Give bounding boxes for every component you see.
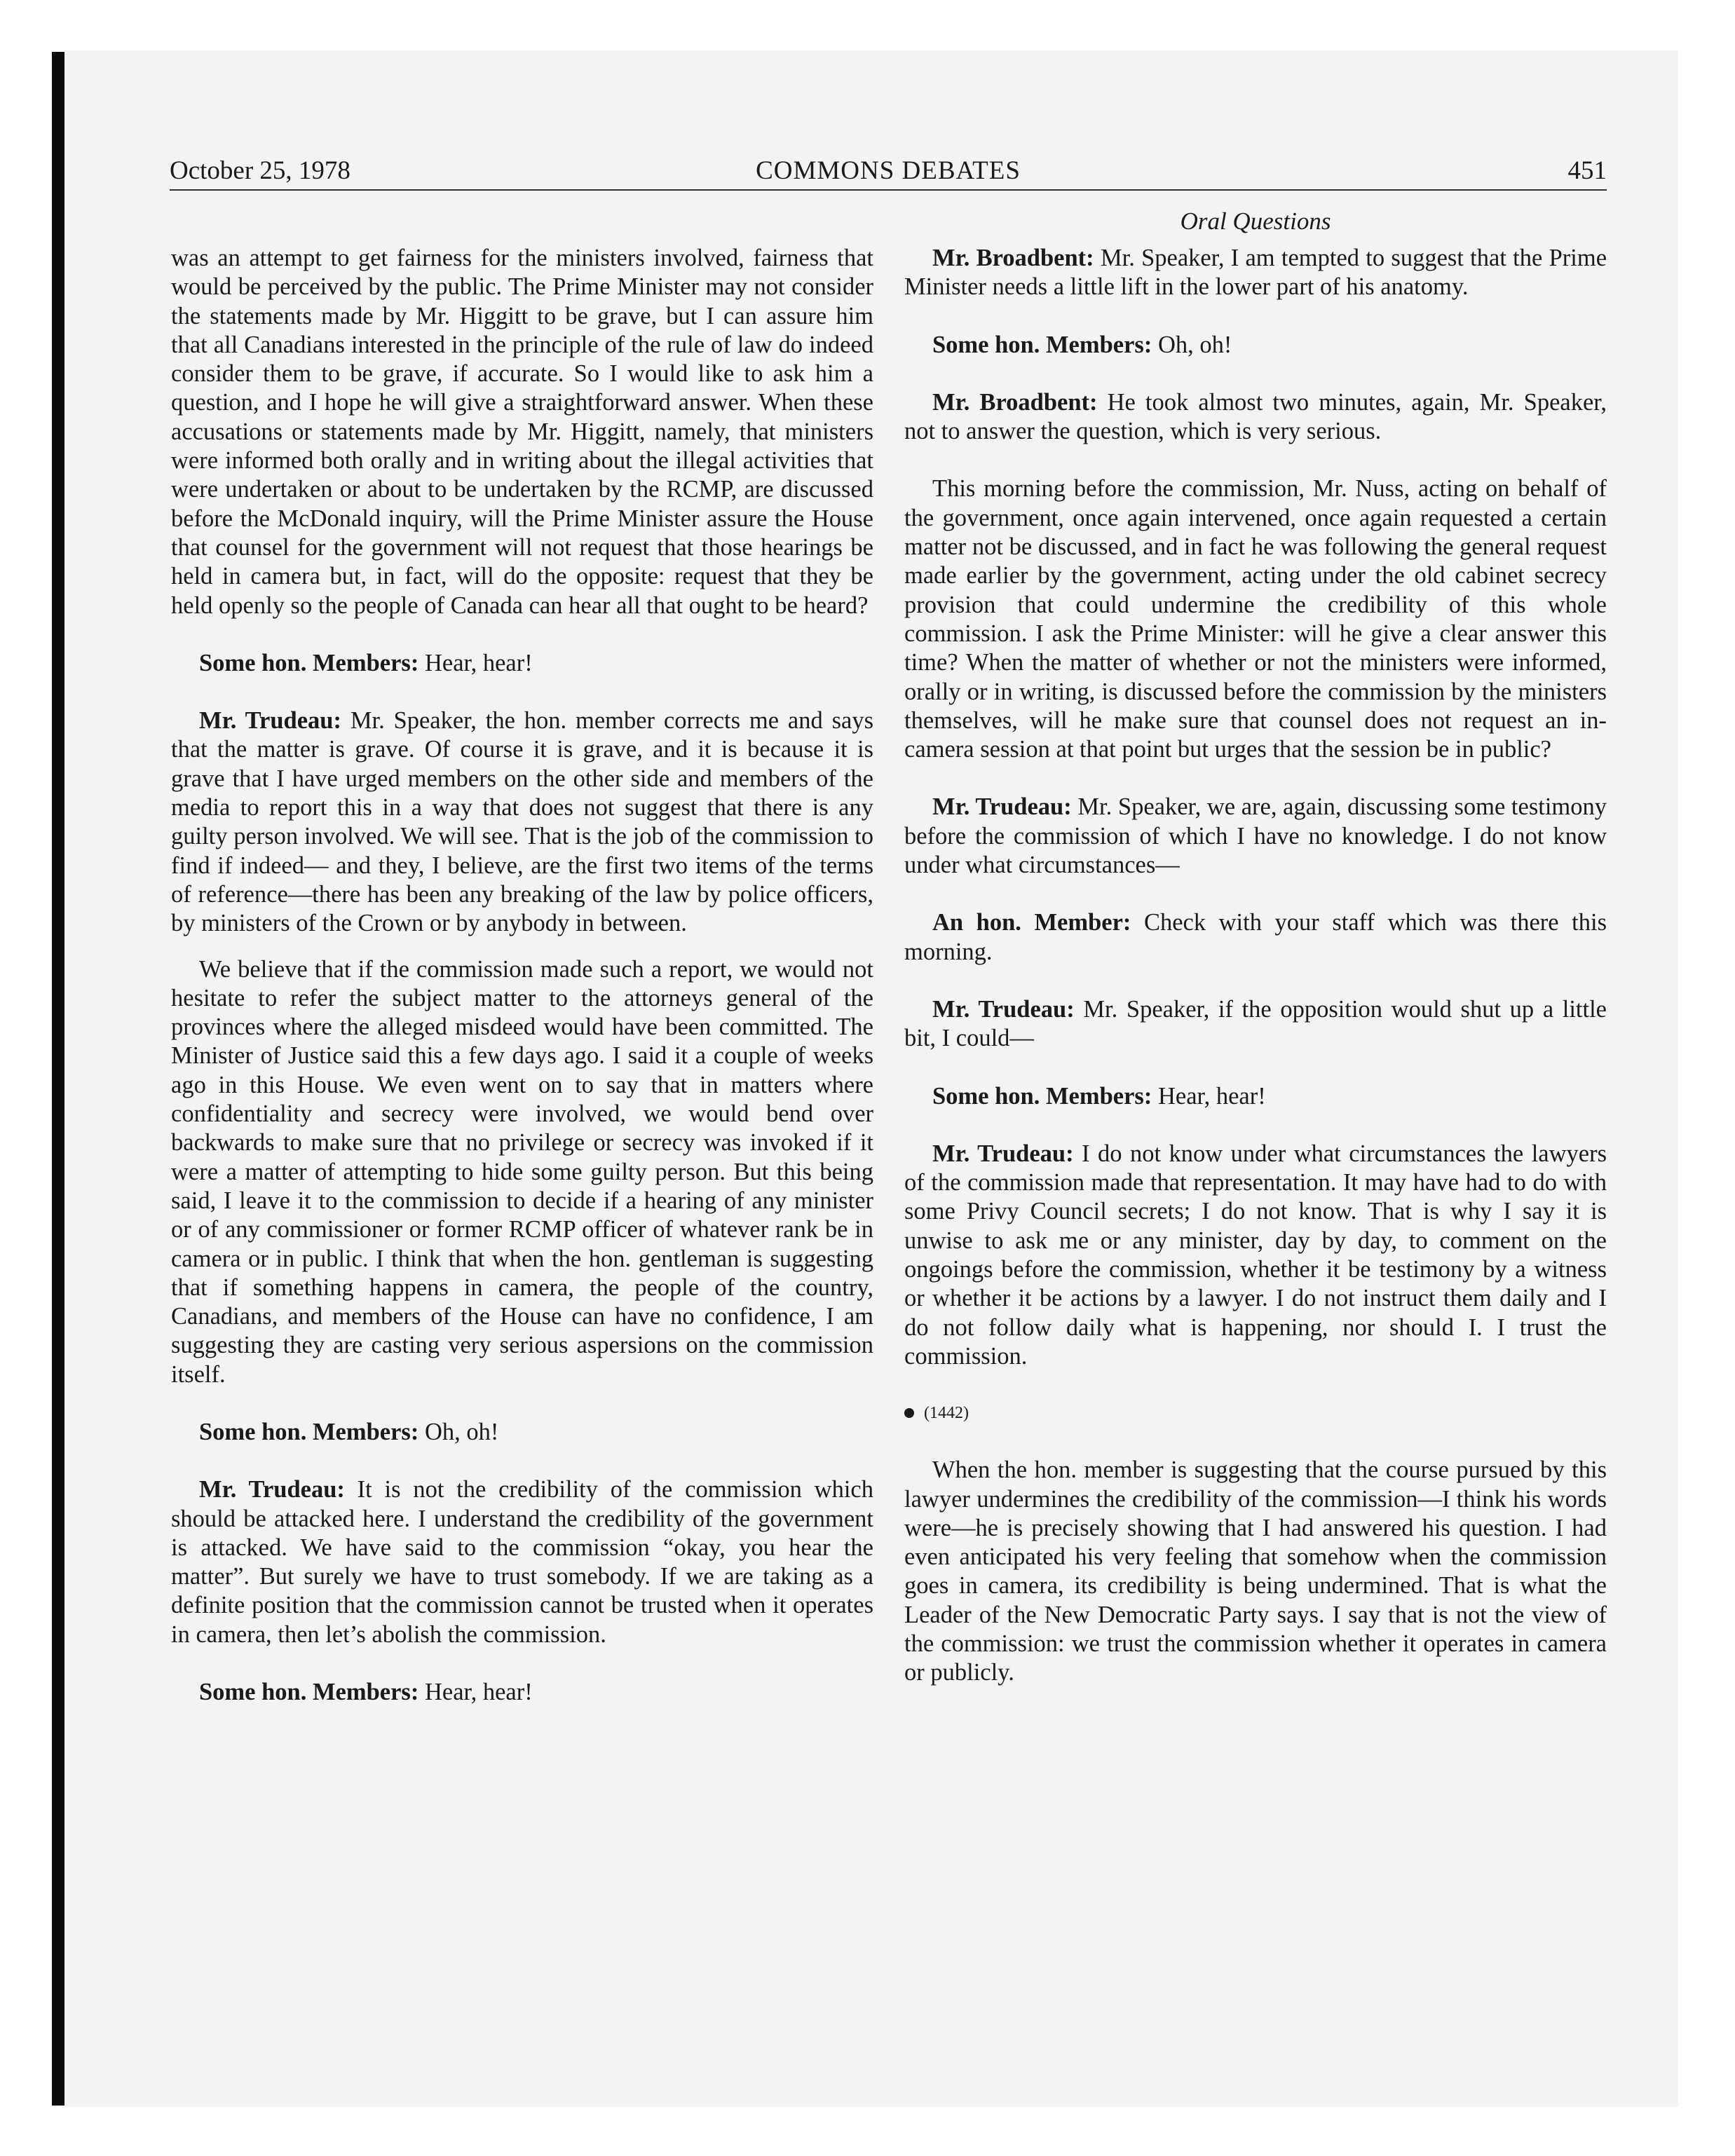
paragraph: Mr. Broadbent: Mr. Speaker, I am tempted to suggest that the Prime Minister needs a little lift in the lower part of his anatomy.: [904, 245, 1607, 301]
speaker-name: Mr. Broadbent:: [932, 245, 1094, 271]
section-heading: Oral Questions: [1180, 207, 1331, 235]
paragraph: Some hon. Members: Hear, hear!: [199, 1679, 533, 1706]
scan-edge: [52, 52, 64, 2106]
speaker-name: Some hon. Members:: [932, 331, 1152, 358]
speaker-name: Mr. Trudeau:: [932, 995, 1075, 1023]
paragraph: When the hon. member is suggesting that the course pursued by this lawyer undermines the credibility of the commission—I think his words were—he is precisely showing that I had answered his question. I had even anticipated his very feeling that somehow when the commission goes in camera, its credibility is being undermined. That is what the Leader of the New Democratic Party says. I say that is not the view of the commission: we trust the commission whether it operates in camera or publicly.: [904, 1456, 1607, 1686]
paragraph: Some hon. Members: Oh, oh!: [199, 1418, 499, 1445]
page-number: 451: [1567, 156, 1607, 185]
paragraph: was an attempt to get fairness for the ministers involved, fairness that would be perceived by the public. The Prime Minister may not consider the statements made by Mr. Higgitt to be grave, but I can assure him that all Canadians interested in the principle of the rule of law do indeed consider them to be grave, if accurate. So I would like to ask him a question, and I hope he will give a straightforward answer. When these accusations or statements made by Mr. Higgitt, namely, that ministers were informed both orally and in writing about the illegal activities that were undertaken or about to be undertaken by the RCMP, are discussed before the McDonald inquiry, will the Prime Minister assure the House that counsel for the government will not request that those hearings be held in camera but, in fact, will do the opposite: request that they be held openly so the people of Canada can hear all that ought to be heard?: [171, 245, 873, 619]
left-column: [171, 244, 873, 1707]
paragraph: Mr. Trudeau: I do not know under what circumstances the lawyers of the commission made that representation. It may have had to do with some Privy Council secrets; I do not know. That is why I say it is unwise to ask me or any minister, day by day, to comment on the ongoings before the commission, whether it be testimony by a witness or whether it be actions by a lawyer. I do not instruct them daily and I do not follow daily what is happening, nor should I. I trust the commission.: [904, 1140, 1607, 1370]
speaker-name: Some hon. Members:: [199, 1418, 419, 1445]
header-title: COMMONS DEBATES: [756, 156, 1021, 185]
header-date: October 25, 1978: [170, 156, 351, 185]
paragraph: Mr. Trudeau: Mr. Speaker, we are, again, discussing some testimony before the commission of which I have no knowledge. I do not know under what circumstances—: [904, 793, 1607, 879]
speaker-name: Mr. Trudeau:: [932, 793, 1072, 821]
paragraph: Mr. Trudeau: Mr. Speaker, the hon. member corrects me and says that the matter is grave. Of course it is grave, and it is because it is grave that I have urged members on the other side and members of the media to report this in a way that does not suggest that there is any guilty person involved. We will see. That is the job of the commission to find if indeed— and they, I believe, are the first two items of the terms of reference—there has been any breaking of the law by police officers, by ministers of the Crown or by anybody in between.: [171, 707, 874, 937]
right-column: [904, 205, 1607, 1688]
speaker-name: Some hon. Members:: [199, 649, 419, 676]
speaker-name: An hon. Member:: [932, 909, 1131, 936]
speaker-name: Some hon. Members:: [199, 1679, 419, 1706]
speaker-name: Some hon. Members:: [932, 1082, 1152, 1110]
paragraph: Some hon. Members: Hear, hear!: [932, 1082, 1266, 1110]
paragraph: This morning before the commission, Mr. Nuss, acting on behalf of the government, once again intervened, once again requested a certain matter not be discussed, and in fact he was following the general request made earlier by the government, acting under the old cabinet secrecy provision that could undermine the credibility of this whole commission. I ask the Prime Minister: will he give a clear answer this time? When the matter of whether or not the ministers were informed, orally or in writing, is discussed before the commission by the ministers themselves, will he make sure that counsel does not request an in-camera session at that point but urges that the session be in public?: [904, 475, 1607, 763]
speaker-name: Mr. Trudeau:: [199, 707, 341, 735]
paragraph: Some hon. Members: Hear, hear!: [199, 649, 533, 676]
speaker-name: Mr. Trudeau:: [199, 1476, 345, 1503]
paragraph: Mr. Broadbent: He took almost two minutes, again, Mr. Speaker, not to answer the question, which is very serious.: [904, 388, 1607, 445]
paragraph: We believe that if the commission made such a report, we would not hesitate to refer the subject matter to the attorneys general of the provinces where the alleged misdeed would have been committed. The Minister of Justice said this a few days ago. I said it a couple of weeks ago in this House. We even went on to say that in matters where confidentiality and secrecy were involved, we would bend over backwards to make sure that no privilege or secrecy was invoked if it were a matter of attempting to hide some guilty person. But this being said, I leave it to the commission to decide if a hearing of any minister or of any commissioner or former RCMP officer of whatever rank be in camera or in public. I think that when the hon. gentleman is suggesting that if something happens in camera, the people of the country, Canadians, and members of the House can have no confidence, I am suggesting they are casting very serious aspersions on the commission itself.: [171, 955, 873, 1388]
speaker-name: Mr. Trudeau:: [932, 1140, 1074, 1167]
bullet-icon: [904, 1408, 914, 1418]
running-header: [170, 153, 1607, 191]
paragraph: Mr. Trudeau: It is not the credibility of the commission which should be attacked here. I understand the credibility of the government is attacked. We have said to the commission “okay, you hear the matter”. But surely we have to trust somebody. If we are taking as a definite position that the commission cannot be trusted when it operates in camera, then let’s abolish the commission.: [171, 1476, 873, 1648]
paragraph: An hon. Member: Check with your staff which was there this morning.: [904, 909, 1607, 965]
speaker-name: Mr. Broadbent:: [932, 388, 1098, 416]
timestamp-label: (1442): [924, 1404, 969, 1423]
timestamp-marker: [904, 1399, 1607, 1427]
paragraph: Mr. Trudeau: Mr. Speaker, if the opposition would shut up a little bit, I could—: [904, 995, 1607, 1052]
paragraph: Some hon. Members: Oh, oh!: [932, 331, 1232, 358]
